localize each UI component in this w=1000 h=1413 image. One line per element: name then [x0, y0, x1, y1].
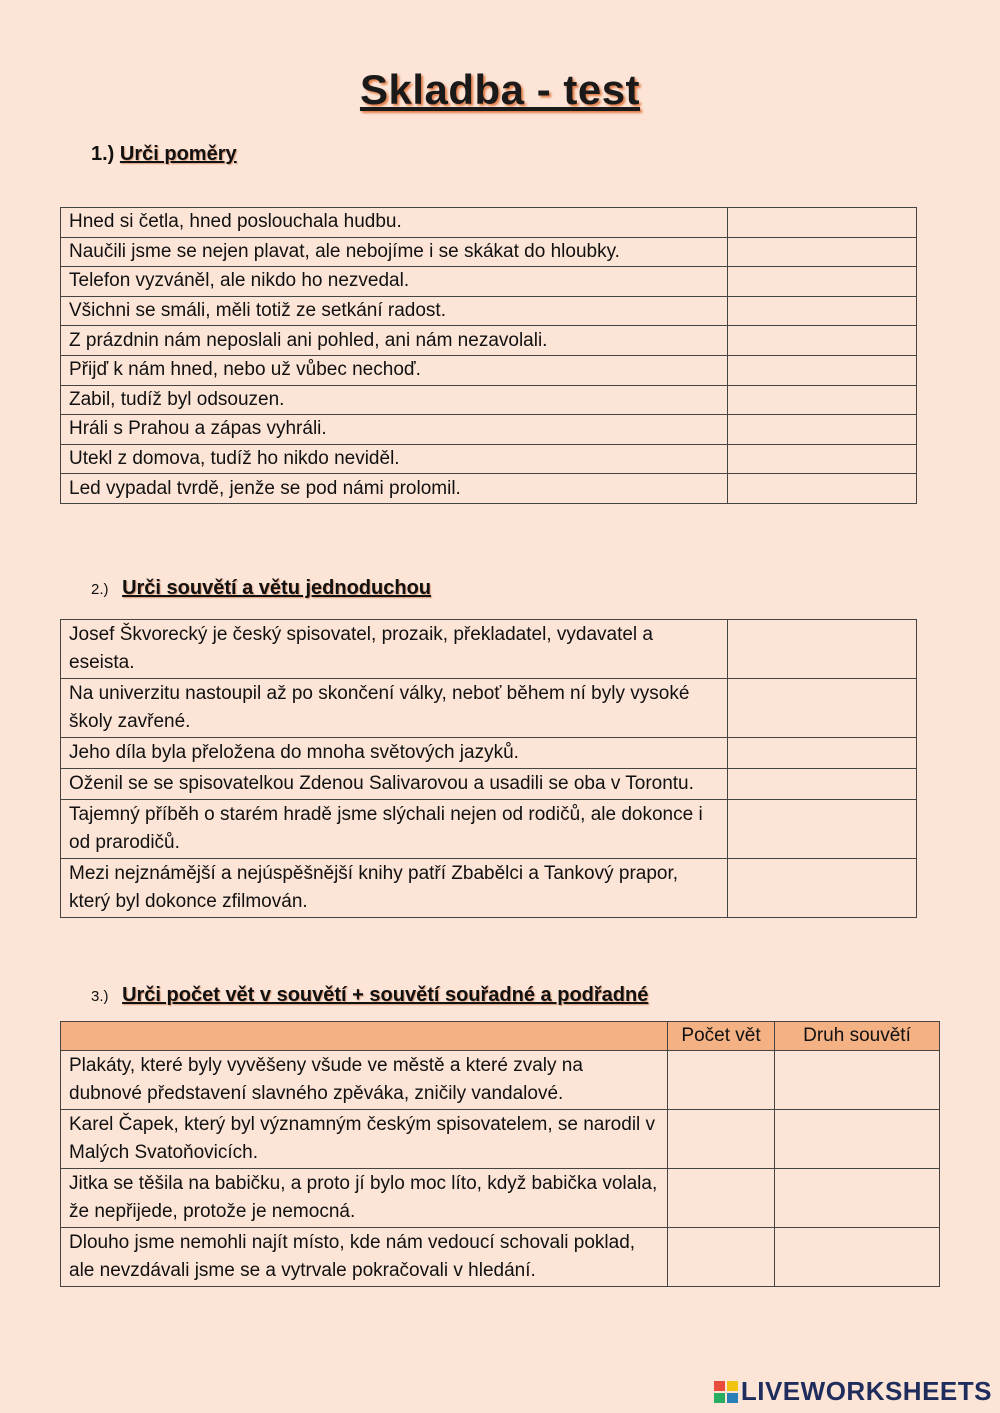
sentence-cell: Mezi nejznámější a nejúspěšnější knihy patří Zbabělci a Tankový prapor, který byl dokonce zfilmován.	[61, 859, 728, 918]
table-row	[61, 738, 917, 769]
liveworksheets-logo-icon	[713, 1380, 739, 1404]
sentence-cell: Z prázdnin nám neposlali ani pohled, ani nám nezavolali.	[61, 326, 728, 356]
table-row	[61, 769, 917, 800]
sentence-cell: Zabil, tudíž byl odsouzen.	[61, 385, 728, 415]
table-row	[61, 1169, 940, 1228]
type-answer-cell[interactable]	[775, 1110, 940, 1169]
table-row	[61, 800, 917, 859]
sentence-cell: Přijď k nám hned, nebo už vůbec nechoď.	[61, 355, 728, 385]
clause-count-table	[60, 1021, 940, 1287]
sentence-cell: Hned si četla, hned poslouchala hudbu.	[61, 208, 728, 238]
table-row	[61, 296, 917, 326]
sentence-cell: Plakáty, které byly vyvěšeny všude ve městě a které zvaly na dubnové představení slavného zpěváka, zničily vandalové.	[61, 1051, 668, 1110]
sentence-cell: Led vypadal tvrdě, jenže se pod námi prolomil.	[61, 474, 728, 504]
section-3-heading	[91, 984, 648, 1007]
type-answer-cell[interactable]	[775, 1051, 940, 1110]
header-count: Počet vět	[668, 1022, 775, 1051]
answer-cell[interactable]	[728, 385, 917, 415]
answer-cell[interactable]	[728, 620, 917, 679]
table-row	[61, 267, 917, 297]
sentence-cell: Naučili jsme se nejen plavat, ale nebojíme i se skákat do hloubky.	[61, 237, 728, 267]
sentence-cell: Hráli s Prahou a zápas vyhráli.	[61, 415, 728, 445]
answer-cell[interactable]	[728, 355, 917, 385]
table-row	[61, 859, 917, 918]
table-row	[61, 444, 917, 474]
sentence-cell: Telefon vyzváněl, ale nikdo ho nezvedal.	[61, 267, 728, 297]
brand-name: LIVEWORKSHEETS	[740, 1376, 992, 1406]
table-row	[61, 208, 917, 238]
answer-cell[interactable]	[728, 859, 917, 918]
sentence-cell: Josef Škvorecký je český spisovatel, prozaik, překladatel, vydavatel a eseista.	[61, 620, 728, 679]
answer-cell[interactable]	[728, 679, 917, 738]
sentence-cell: Na univerzitu nastoupil až po skončení války, neboť během ní byly vysoké školy zavřené.	[61, 679, 728, 738]
count-answer-cell[interactable]	[668, 1169, 775, 1228]
table-row	[61, 679, 917, 738]
sentence-cell: Tajemný příběh o starém hradě jsme slýchali nejen od rodičů, ale dokonce i od prarodičů.	[61, 800, 728, 859]
table-row	[61, 1051, 940, 1110]
answer-cell[interactable]	[728, 474, 917, 504]
answer-cell[interactable]	[728, 800, 917, 859]
count-answer-cell[interactable]	[668, 1110, 775, 1169]
section-3-number: 3.)	[91, 988, 109, 1005]
table-row	[61, 1110, 940, 1169]
table-row	[61, 326, 917, 356]
answer-cell[interactable]	[728, 444, 917, 474]
table-row	[61, 1228, 940, 1287]
sentence-cell: Jeho díla byla přeložena do mnoha světových jazyků.	[61, 738, 728, 769]
ratios-table	[60, 207, 917, 504]
answer-cell[interactable]	[728, 208, 917, 238]
header-type: Druh souvětí	[775, 1022, 940, 1051]
answer-cell[interactable]	[728, 237, 917, 267]
section-1-number: 1.)	[91, 143, 115, 165]
table-header-row	[61, 1022, 940, 1051]
section-2-number: 2.)	[91, 581, 109, 598]
table-row	[61, 385, 917, 415]
type-answer-cell[interactable]	[775, 1169, 940, 1228]
section-1-heading	[91, 143, 237, 166]
answer-cell[interactable]	[728, 296, 917, 326]
type-answer-cell[interactable]	[775, 1228, 940, 1287]
count-answer-cell[interactable]	[668, 1228, 775, 1287]
section-2-heading	[91, 577, 431, 600]
sentence-cell: Jitka se těšila na babičku, a proto jí bylo moc líto, když babička volala, že nepřijede, protože je nemocná.	[61, 1169, 668, 1228]
sentence-cell: Všichni se smáli, měli totiž ze setkání radost.	[61, 296, 728, 326]
answer-cell[interactable]	[728, 769, 917, 800]
section-2-title: Urči souvětí a větu jednoduchou	[122, 577, 432, 599]
answer-cell[interactable]	[728, 326, 917, 356]
answer-cell[interactable]	[728, 415, 917, 445]
answer-cell[interactable]	[728, 738, 917, 769]
section-3-title: Urči počet vět v souvětí + souvětí souřadné a podřadné	[122, 984, 649, 1006]
sentence-cell: Utekl z domova, tudíž ho nikdo neviděl.	[61, 444, 728, 474]
header-sentence	[61, 1022, 668, 1051]
table-row	[61, 415, 917, 445]
sentence-cell: Karel Čapek, který byl významným českým spisovatelem, se narodil v Malých Svatoňovicích.	[61, 1110, 668, 1169]
sentence-cell: Dlouho jsme nemohli najít místo, kde nám vedoucí schovali poklad, ale nevzdávali jsme se a vytrvale pokračovali v hledání.	[61, 1228, 668, 1287]
table-row	[61, 620, 917, 679]
answer-cell[interactable]	[728, 267, 917, 297]
table-row	[61, 237, 917, 267]
count-answer-cell[interactable]	[668, 1051, 775, 1110]
section-1-title: Urči poměry	[119, 143, 237, 165]
table-row	[61, 474, 917, 504]
sentence-type-table	[60, 619, 917, 918]
page-title: Skladba - test	[359, 66, 641, 113]
table-row	[61, 355, 917, 385]
liveworksheets-brand	[713, 1376, 992, 1407]
sentence-cell: Oženil se se spisovatelkou Zdenou Salivarovou a usadili se oba v Torontu.	[61, 769, 728, 800]
